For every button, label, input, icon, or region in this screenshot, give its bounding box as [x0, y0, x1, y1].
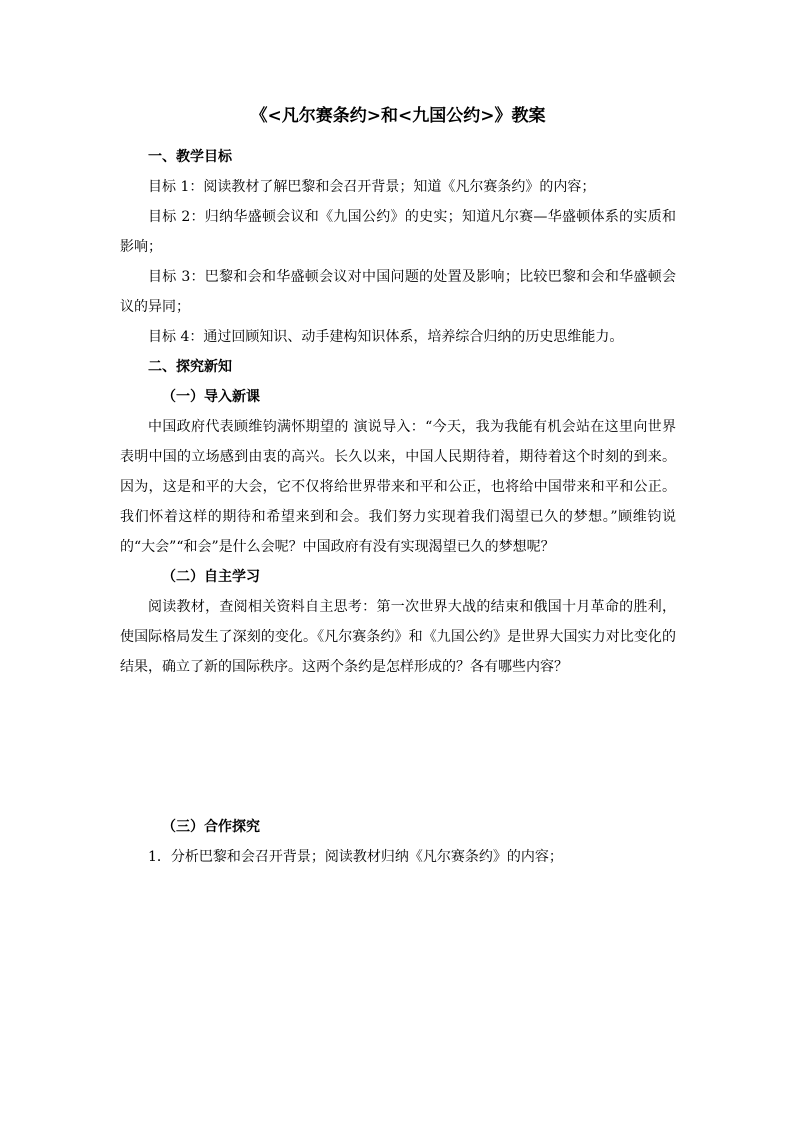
section-heading-teaching-goals: 一、教学目标: [148, 149, 232, 165]
goal-3: 目标 3：巴黎和会和华盛顿会议对中国问题的处置及影响；比较巴黎和会和华盛顿会议的异同；: [120, 269, 676, 315]
subsection-heading-cooperation: （三）合作探究: [162, 819, 260, 835]
document-content: [120, 100, 676, 872]
goal-1: 目标 1：阅读教材了解巴黎和会召开背景；知道《凡尔赛条约》的内容；: [148, 179, 596, 195]
goal-4: 目标 4：通过回顾知识、动手建构知识体系，培养综合归纳的历史思维能力。: [148, 329, 624, 345]
document-title: 《<凡尔赛条约>和<九国公约>》教案: [250, 106, 546, 126]
blank-space: [120, 682, 676, 812]
section-heading-explore: 二、探究新知: [148, 359, 232, 375]
cooperation-item-1: 1．分析巴黎和会召开背景；阅读教材归纳《凡尔赛条约》的内容；: [148, 849, 563, 865]
goal-2: 目标 2：归纳华盛顿会议和《九国公约》的史实；知道凡尔赛—华盛顿体系的实质和影响；: [120, 209, 676, 255]
subsection-heading-intro: （一）导入新课: [162, 389, 260, 405]
intro-paragraph: 中国政府代表顾维钧满怀期望的 演说导入：“今天，我为我能有机会站在这里向世界表明中国的立场感到由衷的高兴。长久以来，中国人民期待着，期待着这个时刻的到来。因为，这是和平的大会，它不仅将给世界带来和平和公正，也将给中国带来和平和公正。我们怀着这样的期待和希望来到和会。我们努力实现着我们渴望已久的梦想。”顾维钧说的“大会”“和会”是什么会呢？中国政府有没有实现渴望已久的梦想呢？: [120, 419, 676, 555]
self-study-paragraph: 阅读教材，查阅相关资料自主思考：第一次世界大战的结束和俄国十月革命的胜利，使国际格局发生了深刻的变化。《凡尔赛条约》和《九国公约》是世界大国实力对比变化的结果，确立了新的国际秩序。这两个条约是怎样形成的？各有哪些内容？: [120, 599, 676, 675]
subsection-heading-self-study: （二）自主学习: [162, 569, 260, 585]
